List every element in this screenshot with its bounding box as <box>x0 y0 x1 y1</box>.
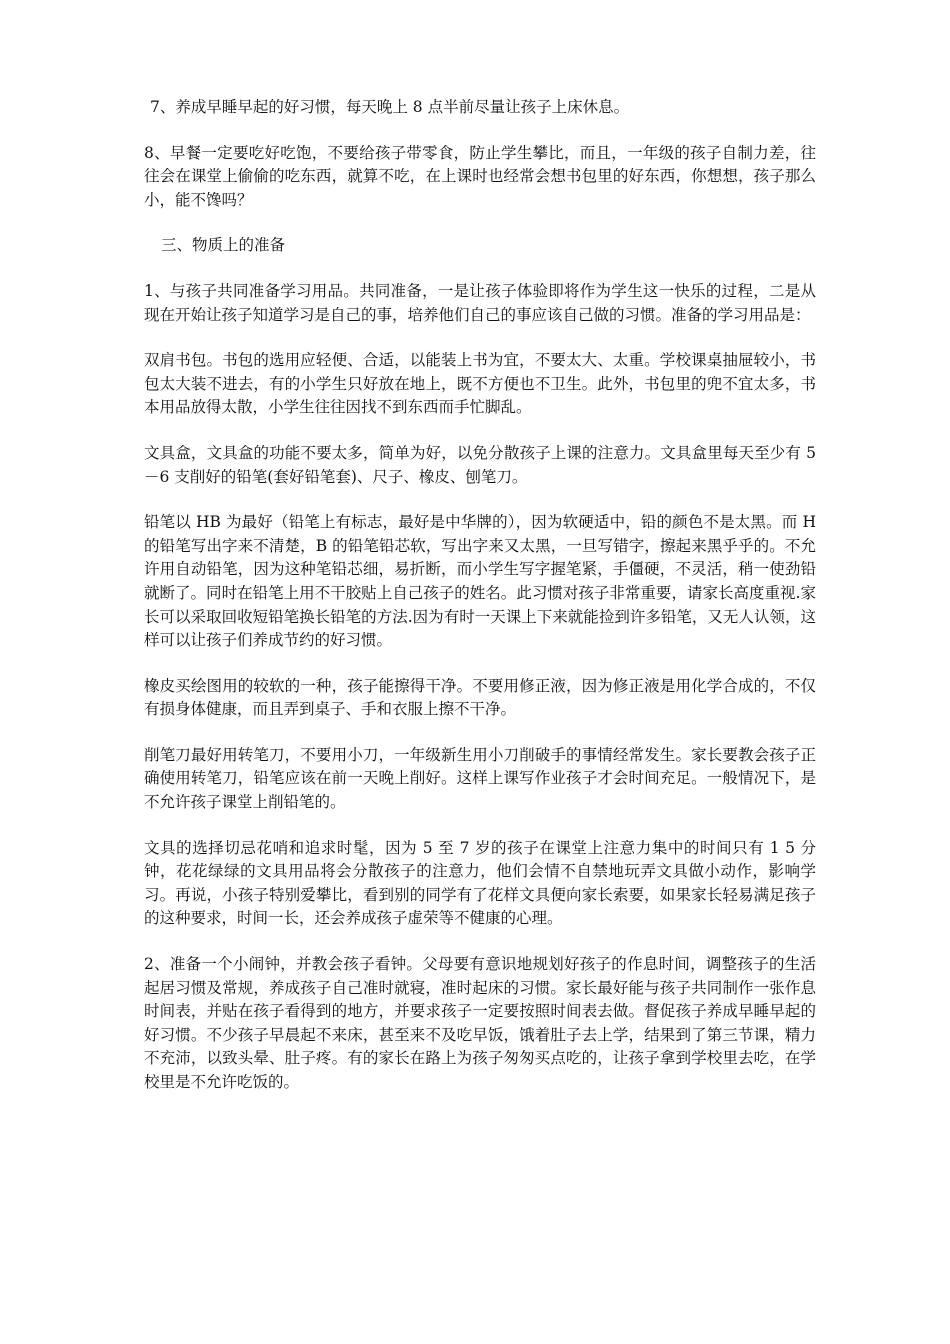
paragraph-habit-7: 7、养成早睡早起的好习惯，每天晚上 8 点半前尽量让孩子上床休息。 <box>150 98 630 116</box>
paragraph-sharpener: 削笔刀最好用转笔刀，不要用小刀，一年级新生用小刀削破手的事情经常发生。家长要教会孩子正确使用转笔刀，铅笔应该在前一天晚上削好。这样上课写作业孩子才会时间充足。一般情况下，是不允许孩子课堂上削铅笔的。 <box>144 745 816 812</box>
section-heading-material-prep: 三、物质上的准备 <box>161 236 286 255</box>
paragraph-habit-8: 8、早餐一定要吃好吃饱，不要给孩子带零食，防止学生攀比，而且，一年级的孩子自制力差，往往会在课堂上偷偷的吃东西，就算不吃，在上课时也经常会想书包里的好东西，你想想，孩子那么小，能不馋吗？ <box>144 143 816 209</box>
paragraph-supplies-1: 1、与孩子共同准备学习用品。共同准备，一是让孩子体验即将作为学生这一快乐的过程，二是从现在开始让孩子知道学习是自己的事，培养他们自己的事应该自己做的习惯。准备的学习用品是： <box>144 281 816 324</box>
paragraph-backpack: 双肩书包。书包的选用应轻便、合适，以能装上书为宜，不要太大、太重。学校课桌抽屉较小，书包太大装不进去，有的小学生只好放在地上，既不方便也不卫生。此外，书包里的兜不宜太多，书本用品放得太散，小学生往往因找不到东西而手忙脚乱。 <box>144 351 816 417</box>
paragraph-stationery-choice: 文具的选择切忌花哨和追求时髦，因为 5 至 7 岁的孩子在课堂上注意力集中的时间只有 1 5 分钟，花花绿绿的文具用品将会分散孩子的注意力，他们会情不自禁地玩弄文具做小动作，影响学习。再说，小孩子特别爱攀比，看到别的同学有了花样文具便向家长索要，如果家长轻易满足孩子的这种要求，时间一长，还会养成孩子虚荣等不健康的心理。 <box>144 838 816 928</box>
paragraph-eraser: 橡皮买绘图用的较软的一种，孩子能擦得干净。不要用修正液，因为修正液是用化学合成的，不仅有损身体健康，而且弄到桌子、手和衣服上擦不干净。 <box>144 676 816 719</box>
paragraph-pencil: 铅笔以 HB 为最好（铅笔上有标志，最好是中华牌的），因为软硬适中，铅的颜色不是太黑。而 H 的铅笔写出字来不清楚，B 的铅笔铅芯软，写出字来又太黑，一旦写错字，擦起来黑乎乎的。不允许用自动铅笔，因为这种笔铅芯细，易折断，而小学生写字握笔紧，手僵硬，不灵活，稍一使劲铅就断了。同时在铅笔上用不干胶贴上自己孩子的姓名。此习惯对孩子非常重要，请家长高度重视.家长可以采取回收短铅笔换长铅笔的方法.因为有时一天课上下来就能捡到许多铅笔，又无人认领，这样可以让孩子们养成节约的好习惯。 <box>144 513 816 650</box>
paragraph-pencil-case: 文具盒，文具盒的功能不要太多，简单为好，以免分散孩子上课的注意力。文具盒里每天至少有 5－6 支削好的铅笔(套好铅笔套)、尺子、橡皮、刨笔刀。 <box>144 443 816 486</box>
document-body <box>144 96 816 1095</box>
paragraph-alarm-clock-2: 2、准备一个小闹钟，并教会孩子看钟。父母要有意识地规划好孩子的作息时间，调整孩子的生活起居习惯及常规，养成孩子自己准时就寝，准时起床的习惯。家长最好能与孩子共同制作一张作息时间表，并贴在孩子看得到的地方，并要求孩子一定要按照时间表去做。督促孩子养成早睡早起的好习惯。不少孩子早晨起不来床，甚至来不及吃早饭，饿着肚子去上学，结果到了第三节课，精力不充沛，以致头晕、肚子疼。有的家长在路上为孩子匆匆买点吃的，让孩子拿到学校里去吃，在学校里是不允许吃饭的。 <box>144 955 816 1091</box>
